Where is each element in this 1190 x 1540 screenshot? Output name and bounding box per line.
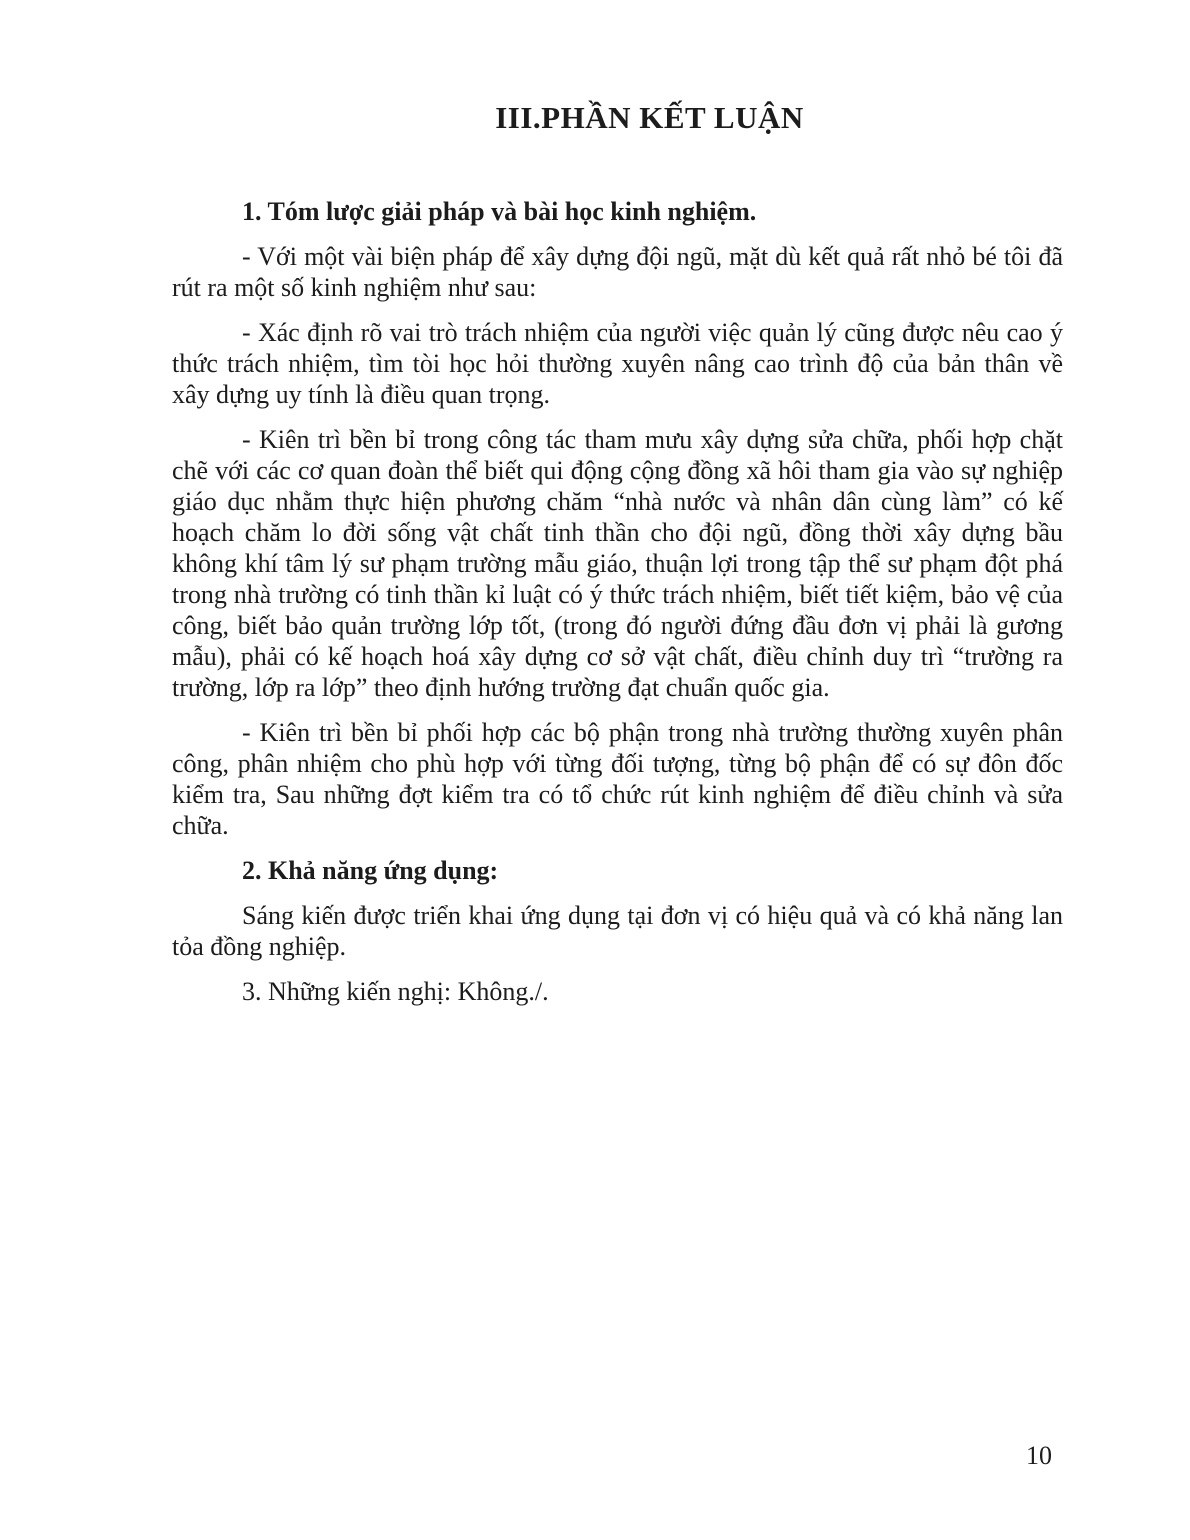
- document-title: III.PHẦN KẾT LUẬN: [495, 100, 804, 135]
- paragraph-recommendations: 3. Những kiến nghị: Không./.: [242, 977, 549, 1006]
- paragraph-intro: - Với một vài biện pháp để xây dựng đội ngũ, mặt dù kết quả rất nhỏ bé tôi đã rút ra một số kinh nghiệm như sau:: [172, 242, 1063, 302]
- paragraph-persistence-coordination: - Kiên trì bền bỉ phối hợp các bộ phận trong nhà trường thường xuyên phân công, phân nhiệm cho phù hợp với từng đối tượng, từng bộ phận để có sự đôn đốc kiểm tra, Sau những đợt kiểm tra có tổ chức rút kinh nghiệm để điều chỉnh và sửa chữa.: [172, 718, 1063, 840]
- section-heading-applicability: 2. Khả năng ứng dụng:: [242, 856, 499, 885]
- paragraph-responsibility: - Xác định rõ vai trò trách nhiệm của người việc quản lý cũng được nêu cao ý thức trách nhiệm, tìm tòi học hỏi thường xuyên nâng cao trình độ của bản thân về xây dựng uy tính là điều quan trọng.: [172, 318, 1063, 409]
- paragraph-persistence-construction: - Kiên trì bền bỉ trong công tác tham mưu xây dựng sửa chữa, phối hợp chặt chẽ với các cơ quan đoàn thể biết qui động cộng đồng xã hôi tham gia vào sự nghiệp giáo dục nhằm thực hiện phương chăm “nhà nước và nhân dân cùng làm” có kế hoạch chăm lo đời sống vật chất tinh thần cho đội ngũ, đồng thời xây dựng bầu không khí tâm lý sư phạm trường mẫu giáo, thuận lợi trong tập thể sư phạm đột phá trong nhà trường có tinh thần kỉ luật có ý thức trách nhiệm, biết tiết kiệm, bảo vệ của công, biết bảo quản trường lớp tốt, (trong đó người đứng đầu đơn vị phải là gương mẫu), phải có kế hoạch hoá xây dựng cơ sở vật chất, điều chỉnh duy trì “trường ra trường, lớp ra lớp” theo định hướng trường đạt chuẩn quốc gia.: [172, 425, 1063, 702]
- page-number: 10: [1026, 1441, 1052, 1470]
- section-heading-summary: 1. Tóm lược giải pháp và bài học kinh nghiệm.: [242, 197, 757, 226]
- document-content: [172, 100, 1063, 1007]
- paragraph-applicability: Sáng kiến được triển khai ứng dụng tại đơn vị có hiệu quả và có khả năng lan tỏa đồng nghiệp.: [172, 901, 1063, 961]
